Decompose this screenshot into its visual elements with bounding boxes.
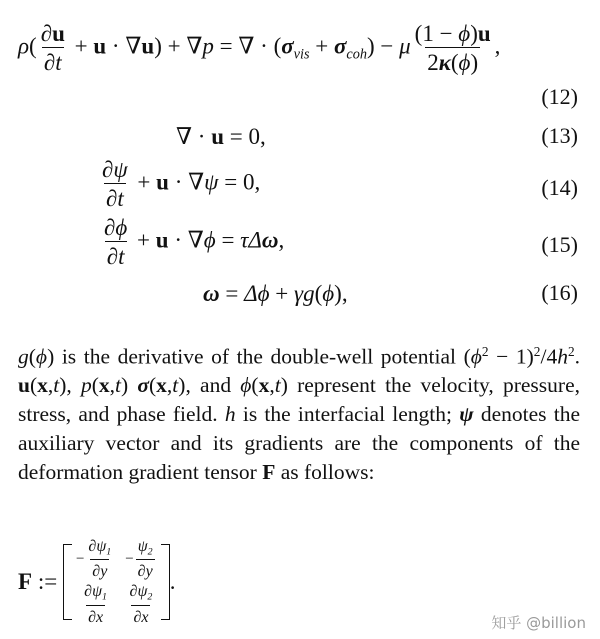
deformation-gradient-matrix: F := − $\frac{\partial\psi_1}{\partial y}$ − $\frac{\psi_2}{\partial y}$ $\frac{\partial\psi_1}{\partial x}$ $\frac{\partial\psi_2}{\partial x}$ . (18, 538, 176, 626)
matrix-cell-21: $\frac{\partial\psi_1}{\partial x}$ (84, 583, 107, 626)
matrix-cell-11: − $\frac{\partial\psi_1}{\partial y}$ (75, 538, 112, 581)
equation-15: $\frac{\partial\phi}{\partial t}$ + u · ∇ϕ = τΔω, (104, 215, 285, 269)
equation-14: $\frac{\partial\psi}{\partial t}$ + u · ∇ψ = 0, (102, 157, 261, 211)
paragraph-text-4: is the interfacial length; (235, 402, 460, 427)
equation-14-number: (14) (541, 175, 578, 200)
left-bracket (63, 544, 72, 620)
paragraph-text-2: , and (185, 373, 241, 398)
equation-15-number: (15) (541, 232, 578, 257)
matrix-cell-22: $\frac{\partial\psi_2}{\partial x}$ (129, 583, 153, 626)
watermark-text: 知乎 @billion (491, 614, 586, 632)
paragraph-text-3: represent the velocity, pressure, stress, and phase field. (18, 373, 580, 427)
equation-12-number: (12) (541, 84, 578, 109)
equation-13: ∇ · u = 0, (176, 124, 266, 149)
paragraph-text-1: is the derivative of the double-well potential (54, 344, 464, 369)
right-bracket (161, 544, 170, 620)
paragraph-text-6: as follows: (275, 460, 375, 485)
matrix-cell-12: − $\frac{\psi_2}{\partial y}$ (125, 538, 153, 581)
equation-16-number: (16) (541, 280, 578, 305)
body-paragraph: g(ϕ) is the derivative of the double-well potential $(\phi^2 - 1)^2/4h^2$. u(x,t), p(x,t) σ(x,t), and ϕ(x,t) represent the velocity, pressure, stress, and phase field. h is the interfacial length; ψ denotes the auxiliary vector and its gradients are the components of the deformation gradient tensor F as follows: (18, 344, 581, 485)
watermark (491, 612, 586, 633)
equation-13-number: (13) (541, 123, 578, 148)
paragraph-text-5: denotes the auxiliary vector and its gradients are the components of the deformation gradient tensor (18, 402, 581, 485)
equation-16: ω = Δϕ + γg(ϕ), (203, 281, 348, 306)
equation-12: ρ( $\frac{\partial u}{\partial t}$ + u · ∇u) + ∇p = ∇ · $(\sigma_{vis} + \sigma_{coh}) - \mu$ $\frac{(1 - \phi)u}{2\kappa(\phi)}$ , (18, 21, 501, 75)
matrix-grid (72, 538, 161, 627)
